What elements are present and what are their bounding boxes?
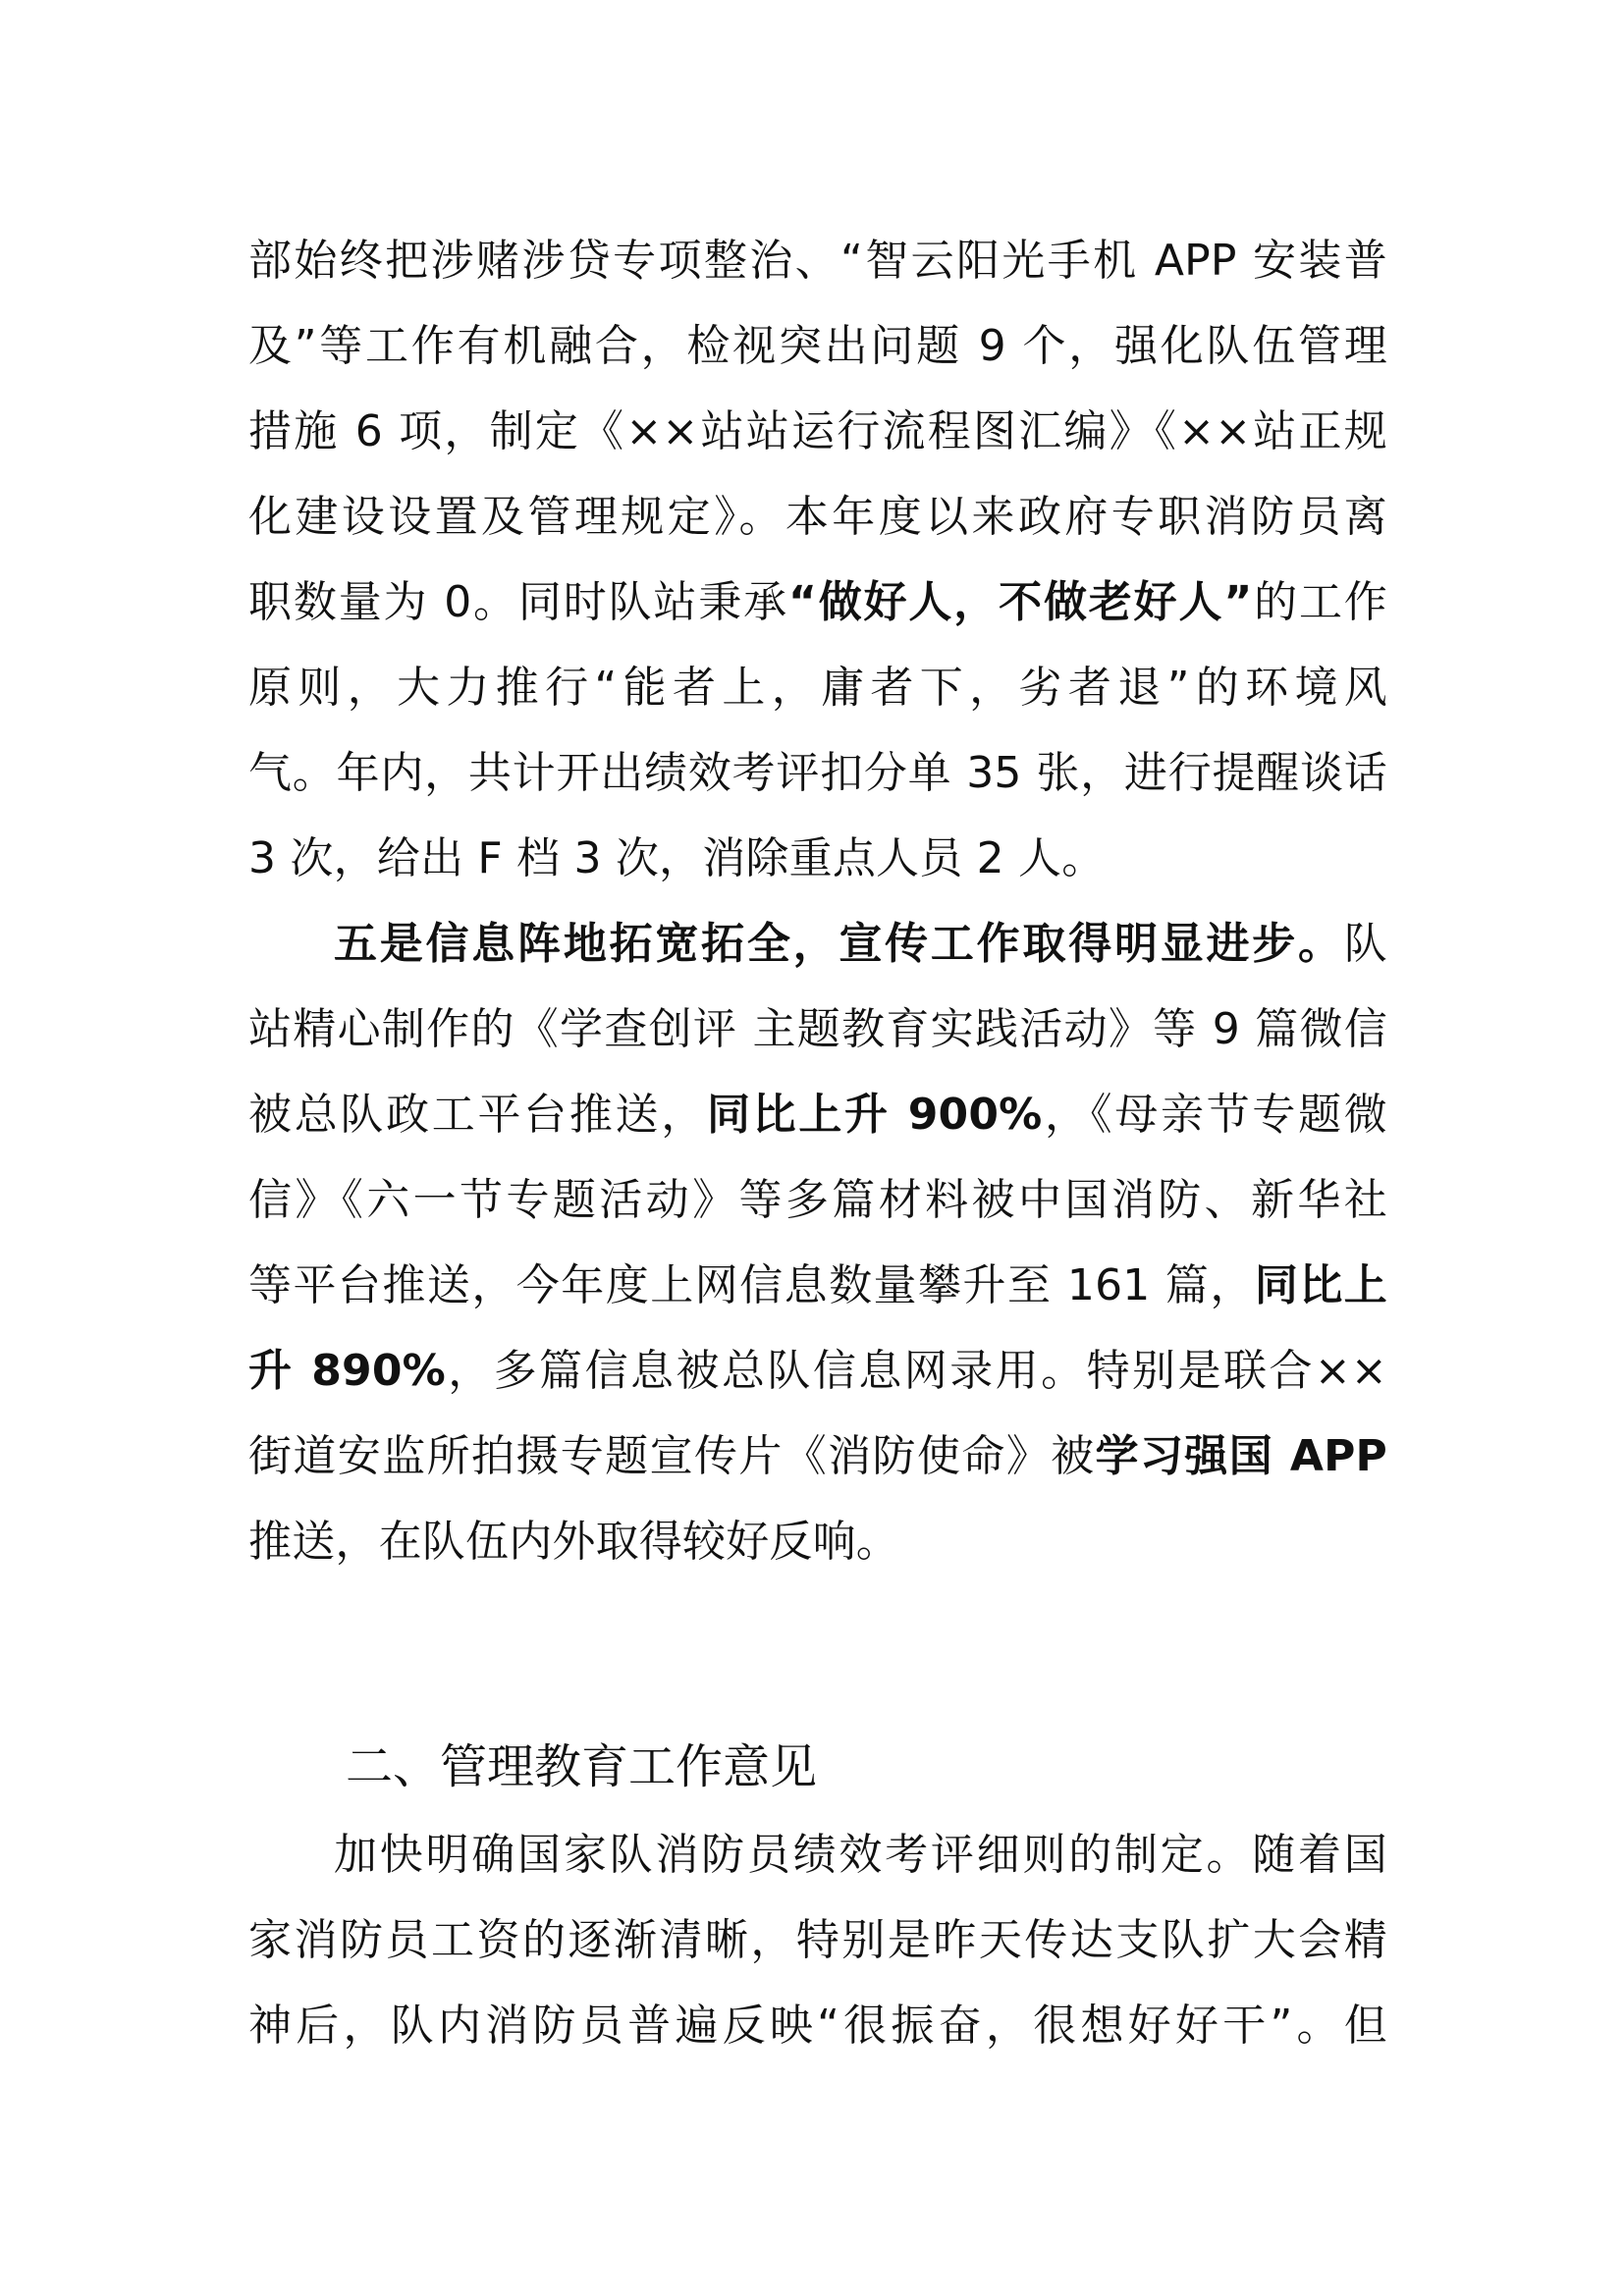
paragraph-2-line-7 xyxy=(248,1427,1387,1486)
paragraph-1-line-6: 原则，大力推行“能者上，庸者下，劣者退”的环境风 xyxy=(248,663,1387,713)
paragraph-2-line-5 xyxy=(248,1256,1387,1315)
paragraph-2-line-2: 站精心制作的《学查创评 主题教育实践活动》等 9 篇微信 xyxy=(248,1004,1387,1054)
paragraph-1-line-2: 及”等工作有机融合，检视突出问题 9 个，强化队伍管理 xyxy=(248,321,1387,371)
paragraph-2-line-4: 信》《六一节专题活动》等多篇材料被中国消防、新华社 xyxy=(248,1175,1387,1225)
paragraph-1-line-7: 气。年内，共计开出绩效考评扣分单 35 张，进行提醒谈话 xyxy=(248,748,1387,798)
text-segment: 的工作 xyxy=(1252,577,1387,627)
text-segment: 队 xyxy=(1343,919,1387,969)
bold-quote: “做好人，不做老好人” xyxy=(787,577,1253,627)
paragraph-3-line-2: 家消防员工资的逐渐清晰，特别是昨天传达支队扩大会精 xyxy=(248,1915,1387,1965)
paragraph-3-line-1: 加快明确国家队消防员绩效考评细则的制定。随着国 xyxy=(334,1830,1387,1880)
paragraph-2-line-8: 推送，在队伍内外取得较好反响。 xyxy=(248,1517,899,1567)
paragraph-2-line-1 xyxy=(334,915,1387,974)
paragraph-3-line-3: 神后，队内消防员普遍反映“很振奋，很想好好干”。但 xyxy=(248,2001,1387,2051)
text-segment: ，《母亲节专题微 xyxy=(1042,1090,1387,1140)
section-heading: 二、管理教育工作意见 xyxy=(346,1739,818,1794)
text-segment: ，多篇信息被总队信息网录用。特别是联合×× xyxy=(445,1346,1388,1396)
bold-stat: 同比上 xyxy=(1254,1260,1387,1310)
bold-stat: 同比上升 900% xyxy=(706,1090,1043,1140)
paragraph-1-line-5 xyxy=(248,573,1387,632)
bold-lead-sentence: 五是信息阵地拓宽拓全，宣传工作取得明显进步。 xyxy=(334,919,1344,969)
text-segment: 街道安监所拍摄专题宣传片《消防使命》被 xyxy=(248,1431,1096,1481)
paragraph-1-line-4: 化建设设置及管理规定》。本年度以来政府专职消防员离 xyxy=(248,492,1387,542)
text-segment: 被总队政工平台推送， xyxy=(248,1090,707,1140)
paragraph-1-line-8: 3 次，给出 F 档 3 次，消除重点人员 2 人。 xyxy=(248,833,1106,883)
text-segment: 职数量为 0。同时队站秉承 xyxy=(248,577,788,627)
paragraph-2-line-6 xyxy=(248,1342,1387,1401)
bold-stat: 升 890% xyxy=(248,1346,446,1396)
paragraph-1-line-3: 措施 6 项，制定《××站站运行流程图汇编》《××站正规 xyxy=(248,406,1387,456)
paragraph-1-line-1: 部始终把涉赌涉贷专项整治、“智云阳光手机 APP 安装普 xyxy=(248,236,1387,286)
bold-app-name: 学习强国 APP xyxy=(1095,1431,1387,1481)
paragraph-2-line-3 xyxy=(248,1086,1387,1145)
text-segment: 等平台推送，今年度上网信息数量攀升至 161 篇， xyxy=(248,1260,1255,1310)
